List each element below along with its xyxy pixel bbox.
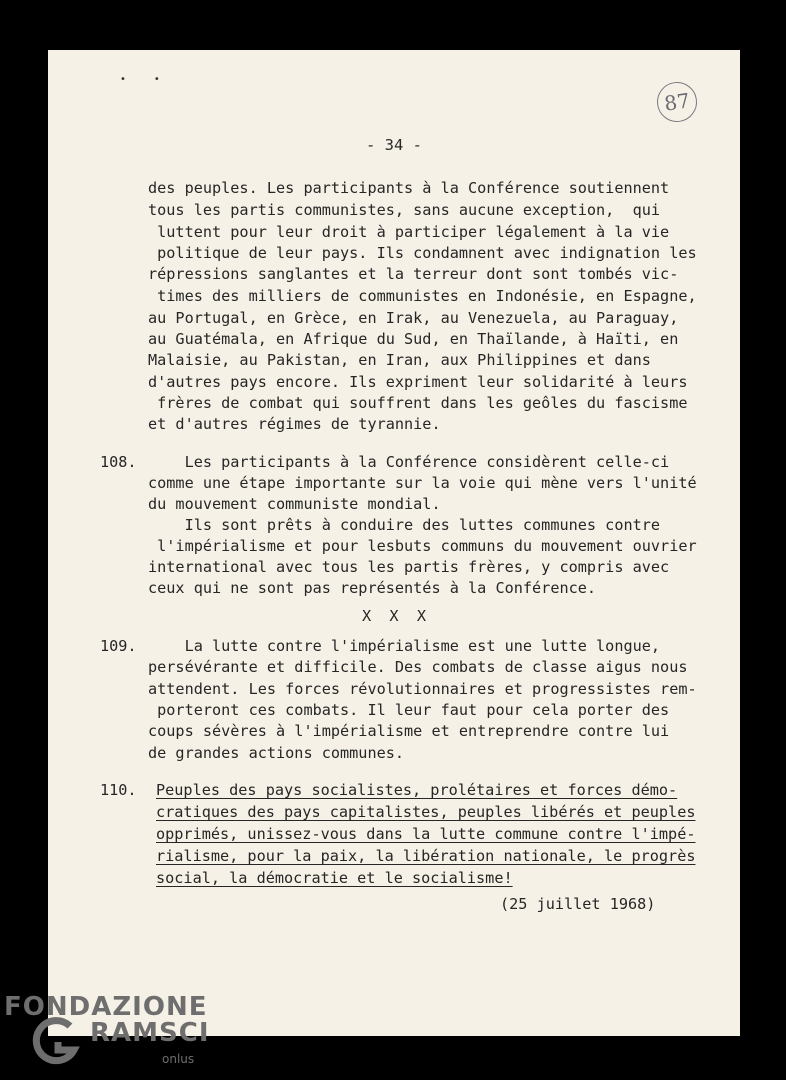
text-line: international avec tous les partis frères, y compris avec [148, 558, 670, 576]
document-date: (25 juillet 1968) [500, 895, 656, 913]
text-line: d'autres pays encore. Ils expriment leur solidarité à leurs [148, 373, 688, 391]
text-line: attendent. Les forces révolutionnaires et progressistes rem- [148, 680, 697, 698]
text-line: frères de combat qui souffrent dans les geôles du fascisme [148, 394, 688, 412]
page-number: - 34 - [366, 136, 422, 154]
underlined-line: cratiques des pays capitalistes, peuples libérés et peuples [156, 803, 696, 821]
text-line: de grandes actions communes. [148, 744, 405, 762]
text-line: l'impérialisme et pour lesbuts communs du mouvement ouvrier [148, 537, 697, 555]
text-line: et d'autres régimes de tyrannie. [148, 415, 441, 433]
text-line: tous les partis communistes, sans aucune exception, qui [148, 201, 661, 219]
g-logo-icon [30, 1014, 84, 1068]
paragraph-number: 110. [100, 781, 137, 799]
underlined-line: Peuples des pays socialistes, prolétaires et forces démo- [156, 781, 678, 799]
watermark-suffix: onlus [162, 1052, 195, 1066]
section-separator: X X X [362, 607, 427, 625]
text-line: coups sévères à l'impérialisme et entreprendre contre lui [148, 722, 670, 740]
text-line: répressions sanglantes et la terreur dont sont tombés vic- [148, 265, 679, 283]
paper-specks: •• [120, 74, 188, 85]
paragraph-number: 108. [100, 453, 137, 471]
text-line: au Guatémala, en Afrique du Sud, en Thaïlande, à Haïti, en [148, 330, 679, 348]
text-line: Ils sont prêts à conduire des luttes communes contre [148, 516, 661, 534]
watermark-line1: FONDAZIONE [4, 992, 208, 1022]
text-line: Les participants à la Conférence considèrent celle-ci [148, 453, 670, 471]
text-line: Malaisie, au Pakistan, en Iran, aux Philippines et dans [148, 351, 651, 369]
paragraph-number: 109. [100, 637, 137, 655]
text-line: luttent pour leur droit à participer légalement à la vie [148, 223, 670, 241]
underlined-line: rialisme, pour la paix, la libération nationale, le progrès [156, 847, 696, 865]
text-line: porteront ces combats. Il leur faut pour cela porter des [148, 701, 670, 719]
text-line: times des milliers de communistes en Indonésie, en Espagne, [148, 287, 697, 305]
watermark-line2: RAMSCI [90, 1018, 210, 1048]
underlined-line: social, la démocratie et le socialisme! [156, 869, 513, 887]
text-line: comme une étape importante sur la voie qui mène vers l'unité [148, 474, 697, 492]
text-line: persévérante et difficile. Des combats de classe aigus nous [148, 658, 688, 676]
archive-stamp: 87 [654, 79, 699, 124]
text-line: politique de leur pays. Ils condamnent avec indignation les [148, 244, 697, 262]
text-line: ceux qui ne sont pas représentés à la Conférence. [148, 579, 597, 597]
text-line: des peuples. Les participants à la Conférence soutiennent [148, 179, 670, 197]
text-line: au Portugal, en Grèce, en Irak, au Venezuela, au Paraguay, [148, 309, 679, 327]
underlined-line: opprimés, unissez-vous dans la lutte commune contre l'impé- [156, 825, 696, 843]
text-line: du mouvement communiste mondial. [148, 495, 441, 513]
text-line: La lutte contre l'impérialisme est une lutte longue, [148, 637, 661, 655]
watermark-logo [4, 992, 210, 1066]
